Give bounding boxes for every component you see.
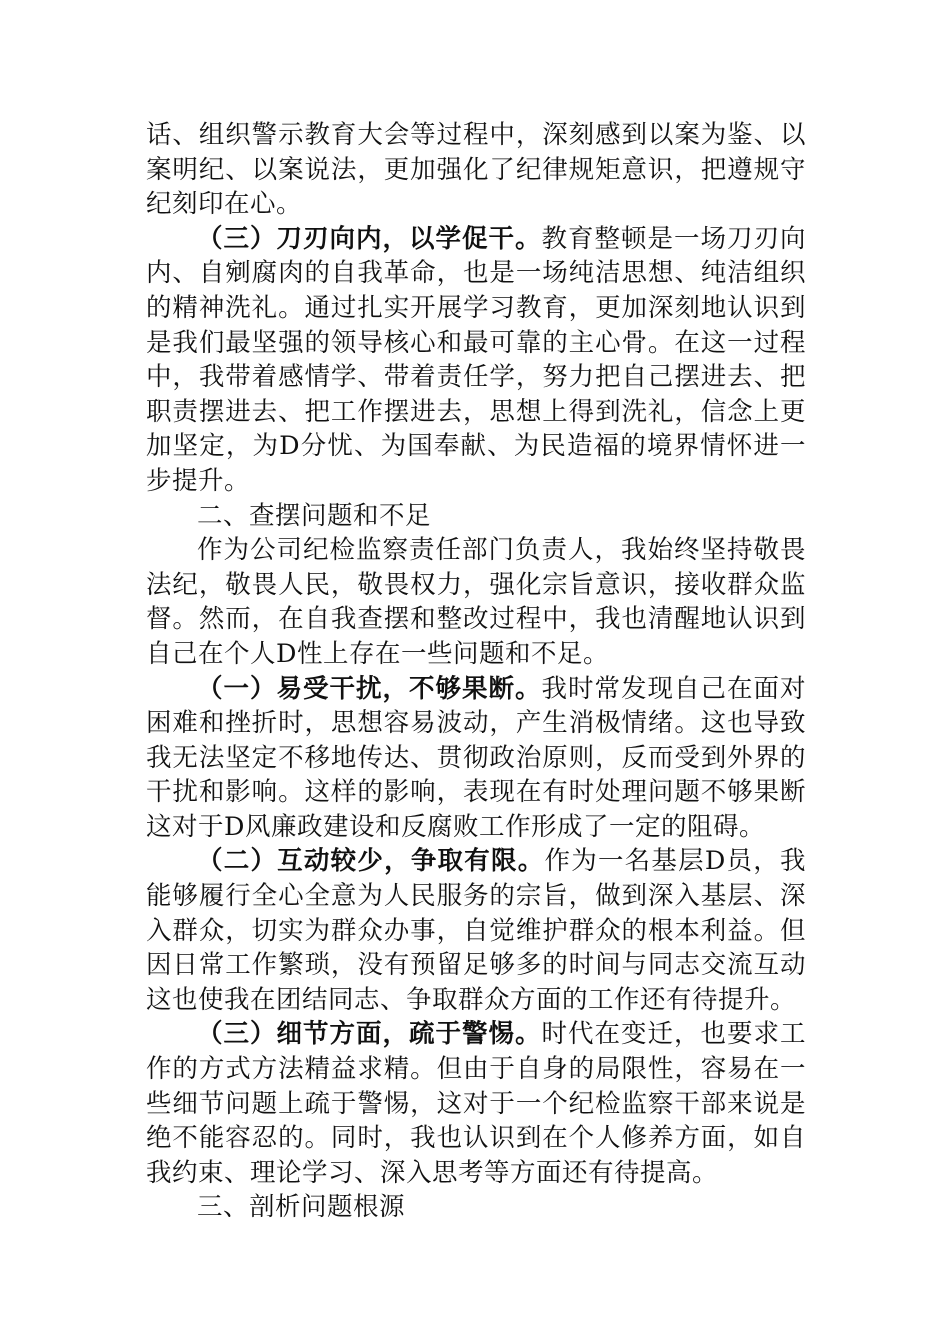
section-heading-two: 二、查摆问题和不足	[197, 500, 432, 531]
paragraph-intro: 作为公司纪检监察责任部门负责人，我始终坚持敬畏法纪，敬畏人民，敬畏权力，强化宗旨意识，接收群众监督。然而，在自我查摆和整改过程中，我也清醒地认识到自己在个人D性上存在一些问题和不足。	[146, 535, 806, 669]
paragraph-body: 作为一名基层D员，我能够履行全心全意为人民服务的宗旨，做到深入基层、深入群众，切实为群众办事，自觉维护群众的根本利益。但因日常工作繁琐，没有预留足够多的时间与同志交流互动这也使我在团结同志、争取群众方面的工作还有待提升。	[146, 846, 806, 1015]
subsection-title: （三）刀刃向内，以学促干。	[197, 223, 542, 254]
paragraph-item-one	[146, 672, 806, 845]
paragraph-body: 教育整顿是一场刀刃向内、自剜腐肉的自我革命，也是一场纯洁思想、纯洁组织的精神洗礼。通过扎实开展学习教育，更加深刻地认识到是我们最坚强的领导核心和最可靠的主心骨。在这一过程中，我带着感情学、带着责任学，努力把自己摆进去、把职责摆进去、把工作摆进去，思想上得到洗礼，信念上更加坚定，为D分忧、为国奉献、为民造福的境界情怀进一步提升。	[146, 223, 806, 496]
subsection-title: （二）互动较少，争取有限。	[197, 846, 545, 877]
section-heading-three: 三、剖析问题根源	[197, 1192, 406, 1223]
paragraph-body: 我时常发现自己在面对困难和挫折时，思想容易波动，产生消极情绪。这也导致我无法坚定不移地传达、贯彻政治原则，反而受到外界的干扰和影响。这样的影响，表现在有时处理问题不够果断这对于D风廉政建设和反腐败工作形成了一定的阻碍。	[146, 673, 806, 842]
subsection-title: （三）细节方面，疏于警惕。	[197, 1019, 542, 1050]
document-page	[146, 118, 806, 1225]
paragraph-continued: 话、组织警示教育大会等过程中，深刻感到以案为鉴、以案明纪、以案说法，更加强化了纪律规矩意识，把遵规守纪刻印在心。	[146, 120, 806, 220]
paragraph-body: 时代在变迁，也要求工作的方式方法精益求精。但由于自身的局限性，容易在一些细节问题上疏于警惕，这对于一个纪检监察干部来说是绝不能容忍的。同时，我也认识到在个人修养方面，如自我约束、理论学习、深入思考等方面还有待提高。	[146, 1019, 806, 1188]
paragraph-section-three	[146, 222, 806, 499]
subsection-title: （一）易受干扰，不够果断。	[197, 673, 542, 704]
paragraph-item-two	[146, 844, 806, 1017]
paragraph-item-three	[146, 1017, 806, 1190]
